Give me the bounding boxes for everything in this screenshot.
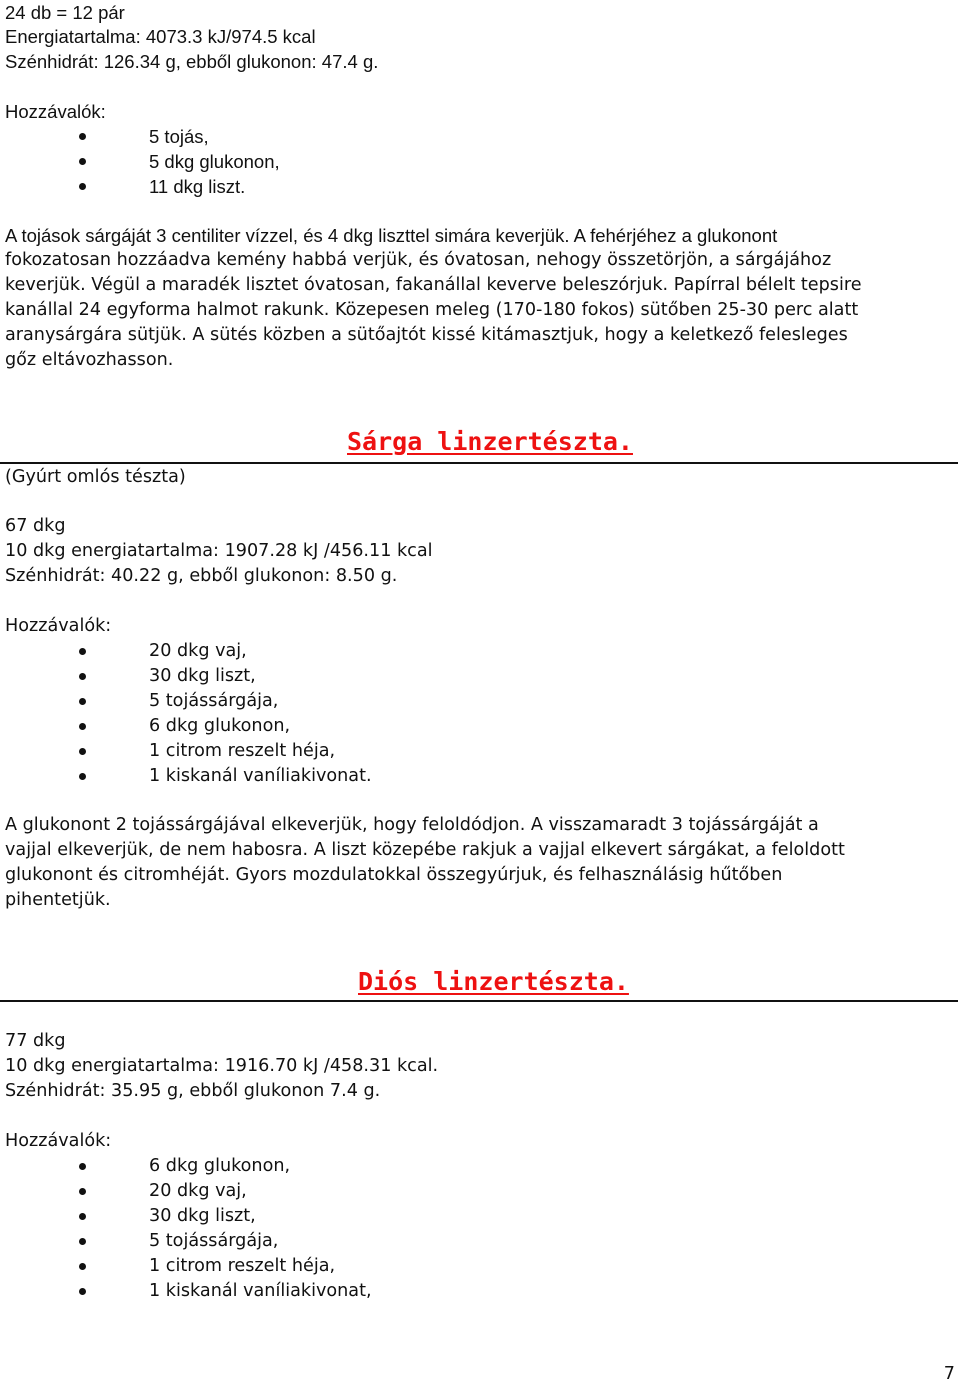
divider (0, 1000, 958, 1002)
energy-line: 10 dkg energiatartalma: 1916.70 kJ /458.31 kcal. (5, 1056, 439, 1076)
list-item: 5 tojás, (149, 126, 209, 147)
section-subtitle: (Gyúrt omlós tészta) (5, 467, 186, 487)
page-number: 7 (943, 1364, 955, 1384)
carb-line: Szénhidrát: 35.95 g, ebből glukonon 7.4 g. (5, 1081, 381, 1101)
bullet-icon (79, 1288, 86, 1295)
bullet-icon (79, 1238, 86, 1245)
paragraph-line: keverjük. Végül a maradék lisztet óvatosan, fakanállal keverve beleszórjuk. Papírral bélelt tepsire (5, 275, 862, 295)
list-item: 5 dkg glukonon, (149, 151, 280, 172)
paragraph-line: aranysárgára sütjük. A sütés közben a sütőajtót kissé kitámasztjuk, hogy a keletkező felesleges (5, 325, 848, 345)
paragraph-line: vajjal elkeverjük, de nem habosra. A liszt közepébe rakjuk a vajjal elkevert sárgákat, a feloldott (5, 840, 845, 860)
paragraph-line: fokozatosan hozzáadva kemény habbá verjük, és óvatosan, nehogy összetörjön, a sárgájához (5, 250, 832, 270)
bullet-icon (79, 748, 86, 755)
list-item: 11 dkg liszt. (149, 176, 246, 197)
portion-line: 24 db = 12 pár (5, 2, 125, 23)
bullet-icon (79, 1188, 86, 1195)
list-item: 20 dkg vaj, (149, 641, 247, 661)
divider (0, 462, 958, 464)
section-title: Sárga linzertészta. (347, 427, 633, 456)
paragraph-line: A glukonont 2 tojássárgájával elkeverjük, hogy feloldódjon. A visszamaradt 3 tojássárgáját a (5, 815, 819, 835)
bullet-icon (79, 1163, 86, 1170)
list-item: 6 dkg glukonon, (149, 716, 291, 736)
bullet-icon (79, 1263, 86, 1270)
bullet-icon (79, 183, 86, 190)
ingredients-label: Hozzávalók: (5, 1131, 112, 1151)
bullet-icon (79, 773, 86, 780)
bullet-icon (79, 133, 86, 140)
bullet-icon (79, 698, 86, 705)
ingredients-label: Hozzávalók: (5, 101, 106, 122)
bullet-icon (79, 723, 86, 730)
list-item: 1 kiskanál vaníliakivonat. (149, 766, 372, 786)
list-item: 5 tojássárgája, (149, 691, 279, 711)
carb-line: Szénhidrát: 126.34 g, ebből glukonon: 47.4 g. (5, 51, 379, 72)
carb-line: Szénhidrát: 40.22 g, ebből glukonon: 8.50 g. (5, 566, 398, 586)
list-item: 6 dkg glukonon, (149, 1156, 291, 1176)
paragraph-line: A tojások sárgáját 3 centiliter vízzel, és 4 dkg liszttel simára keverjük. A fehérjéhez a glukonont (5, 225, 778, 246)
portion-line: 67 dkg (5, 516, 66, 536)
bullet-icon (79, 648, 86, 655)
ingredients-label: Hozzávalók: (5, 616, 112, 636)
list-item: 20 dkg vaj, (149, 1181, 247, 1201)
energy-line: Energiatartalma: 4073.3 kJ/974.5 kcal (5, 26, 316, 47)
list-item: 5 tojássárgája, (149, 1231, 279, 1251)
section-title: Diós linzertészta. (358, 967, 629, 996)
bullet-icon (79, 1213, 86, 1220)
list-item: 30 dkg liszt, (149, 666, 256, 686)
energy-line: 10 dkg energiatartalma: 1907.28 kJ /456.11 kcal (5, 541, 433, 561)
portion-line: 77 dkg (5, 1031, 66, 1051)
list-item: 30 dkg liszt, (149, 1206, 256, 1226)
paragraph-line: kanállal 24 egyforma halmot rakunk. Közepesen meleg (170-180 fokos) sütőben 25-30 perc alatt (5, 300, 859, 320)
list-item: 1 citrom reszelt héja, (149, 741, 336, 761)
paragraph-line: glukonont és citromhéját. Gyors mozdulatokkal összegyúrjuk, és felhasználásig hűtőben (5, 865, 783, 885)
list-item: 1 citrom reszelt héja, (149, 1256, 336, 1276)
paragraph-line: pihentetjük. (5, 890, 111, 910)
list-item: 1 kiskanál vaníliakivonat, (149, 1281, 372, 1301)
bullet-icon (79, 673, 86, 680)
bullet-icon (79, 158, 86, 165)
paragraph-line: gőz eltávozhasson. (5, 350, 174, 370)
